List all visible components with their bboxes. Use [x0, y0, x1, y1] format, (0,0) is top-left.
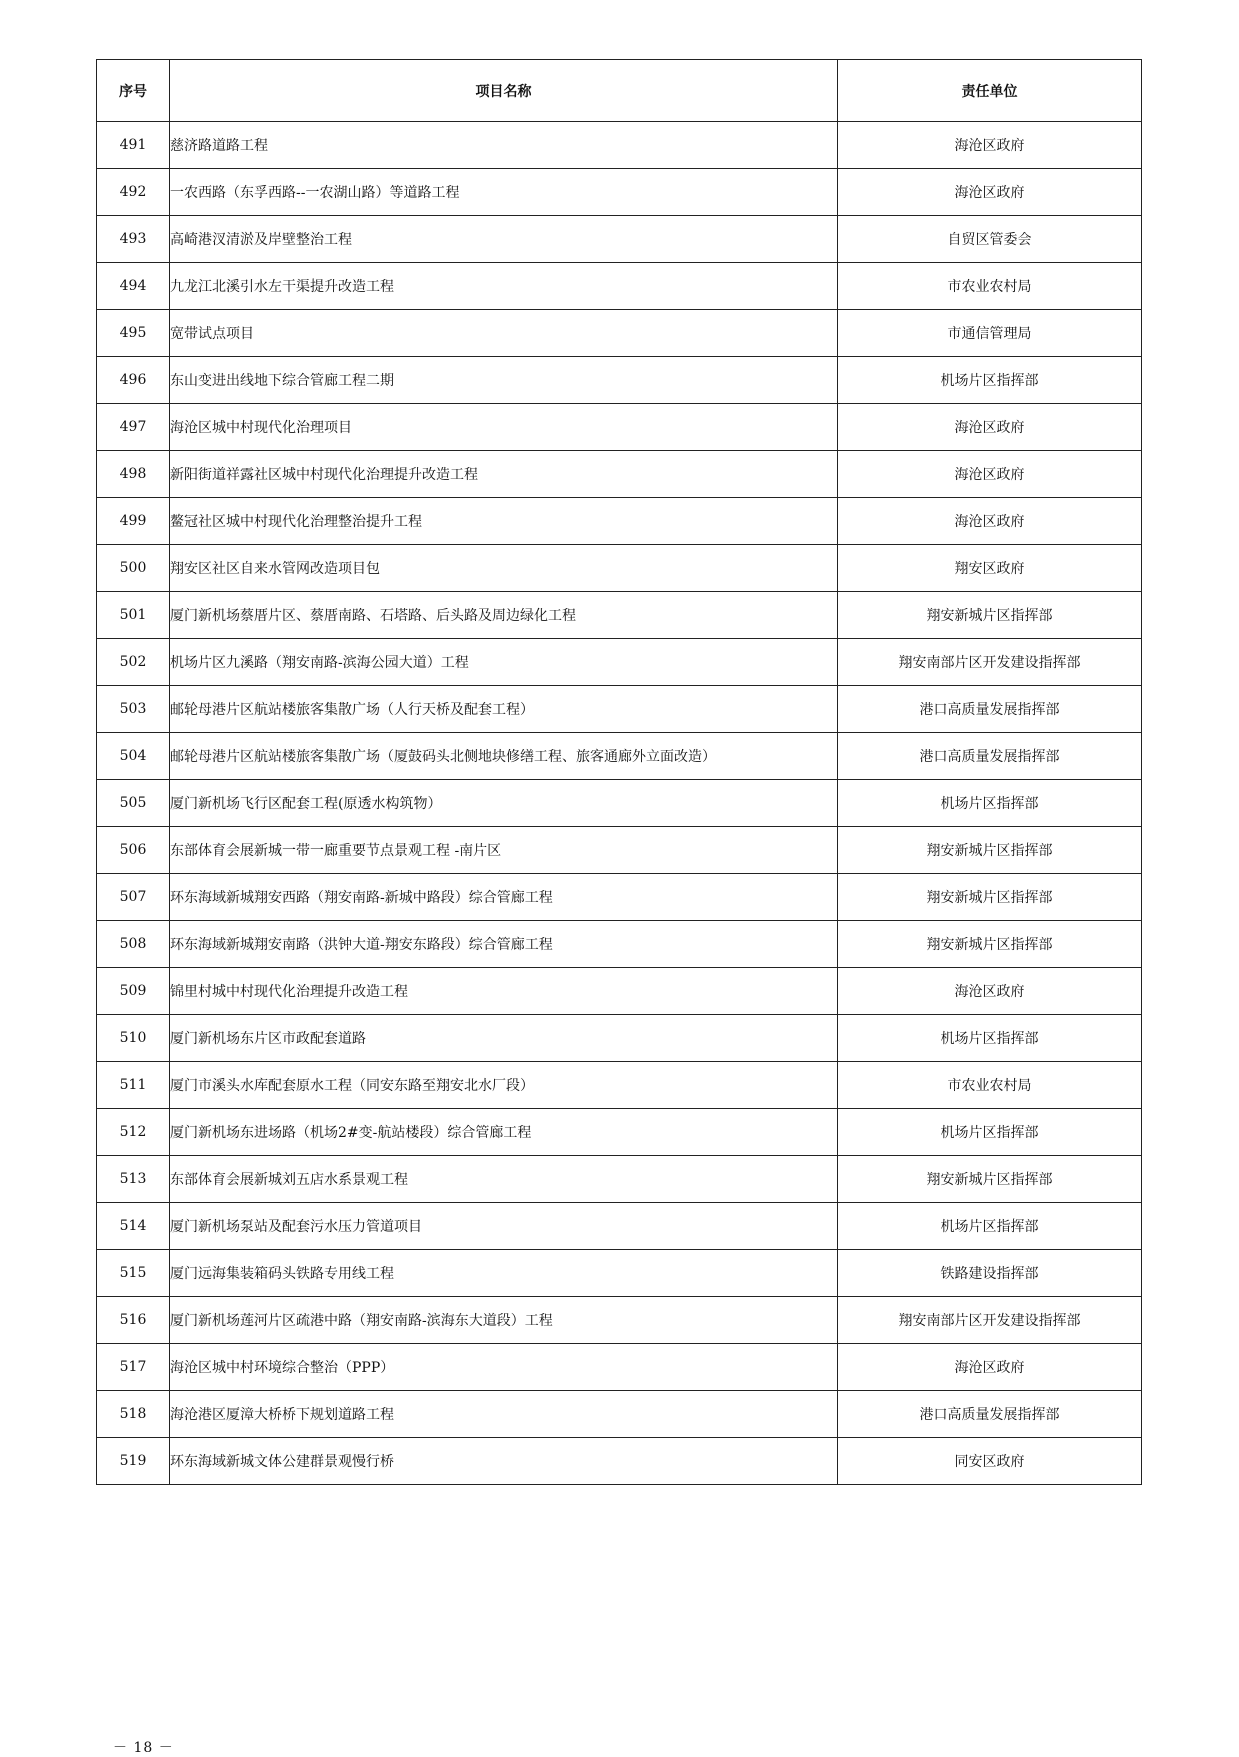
project-name-cell: 厦门远海集装箱码头铁路专用线工程 [170, 1250, 838, 1297]
project-name-cell: 厦门市溪头水库配套原水工程（同安东路至翔安北水厂段） [170, 1062, 838, 1109]
project-name-cell: 邮轮母港片区航站楼旅客集散广场（厦鼓码头北侧地块修缮工程、旅客通廊外立面改造） [170, 733, 838, 780]
responsible-unit-cell: 机场片区指挥部 [838, 1015, 1142, 1062]
row-number-cell: 518 [97, 1391, 170, 1438]
table-row [97, 1344, 1142, 1391]
responsible-unit-cell: 机场片区指挥部 [838, 357, 1142, 404]
responsible-unit-cell: 海沧区政府 [838, 498, 1142, 545]
responsible-unit-cell: 市农业农村局 [838, 1062, 1142, 1109]
row-number-cell: 515 [97, 1250, 170, 1297]
row-number-cell: 495 [97, 310, 170, 357]
table-row [97, 216, 1142, 263]
row-number-cell: 519 [97, 1438, 170, 1485]
row-number-cell: 504 [97, 733, 170, 780]
header-unit: 责任单位 [838, 60, 1142, 122]
table-row [97, 1015, 1142, 1062]
project-name-cell: 海沧港区厦漳大桥桥下规划道路工程 [170, 1391, 838, 1438]
row-number-cell: 514 [97, 1203, 170, 1250]
responsible-unit-cell: 翔安南部片区开发建设指挥部 [838, 1297, 1142, 1344]
table-row [97, 1062, 1142, 1109]
project-name-cell: 海沧区城中村环境综合整治（PPP） [170, 1344, 838, 1391]
row-number-cell: 513 [97, 1156, 170, 1203]
responsible-unit-cell: 翔安新城片区指挥部 [838, 921, 1142, 968]
row-number-cell: 499 [97, 498, 170, 545]
project-name-cell: 厦门新机场东进场路（机场2#变-航站楼段）综合管廊工程 [170, 1109, 838, 1156]
project-name-cell: 新阳街道祥露社区城中村现代化治理提升改造工程 [170, 451, 838, 498]
responsible-unit-cell: 市农业农村局 [838, 263, 1142, 310]
row-number-cell: 517 [97, 1344, 170, 1391]
row-number-cell: 507 [97, 874, 170, 921]
row-number-cell: 506 [97, 827, 170, 874]
table-header-row [97, 60, 1142, 122]
row-number-cell: 509 [97, 968, 170, 1015]
responsible-unit-cell: 海沧区政府 [838, 169, 1142, 216]
table-row [97, 639, 1142, 686]
responsible-unit-cell: 同安区政府 [838, 1438, 1142, 1485]
responsible-unit-cell: 翔安新城片区指挥部 [838, 1156, 1142, 1203]
table-row [97, 545, 1142, 592]
project-name-cell: 鳌冠社区城中村现代化治理整治提升工程 [170, 498, 838, 545]
table-row [97, 451, 1142, 498]
table-row [97, 1156, 1142, 1203]
project-name-cell: 高崎港汊清淤及岸壁整治工程 [170, 216, 838, 263]
project-name-cell: 锦里村城中村现代化治理提升改造工程 [170, 968, 838, 1015]
row-number-cell: 493 [97, 216, 170, 263]
table-row [97, 686, 1142, 733]
table-row [97, 263, 1142, 310]
table-row [97, 874, 1142, 921]
table-row [97, 1297, 1142, 1344]
row-number-cell: 502 [97, 639, 170, 686]
table-row [97, 921, 1142, 968]
table-row [97, 733, 1142, 780]
project-name-cell: 厦门新机场东片区市政配套道路 [170, 1015, 838, 1062]
responsible-unit-cell: 翔安新城片区指挥部 [838, 592, 1142, 639]
row-number-cell: 497 [97, 404, 170, 451]
responsible-unit-cell: 港口高质量发展指挥部 [838, 733, 1142, 780]
header-name: 项目名称 [170, 60, 838, 122]
table-row [97, 169, 1142, 216]
project-name-cell: 九龙江北溪引水左干渠提升改造工程 [170, 263, 838, 310]
responsible-unit-cell: 海沧区政府 [838, 968, 1142, 1015]
row-number-cell: 505 [97, 780, 170, 827]
responsible-unit-cell: 海沧区政府 [838, 451, 1142, 498]
row-number-cell: 491 [97, 122, 170, 169]
page-number: － 18 － [113, 1740, 174, 1756]
row-number-cell: 510 [97, 1015, 170, 1062]
header-no: 序号 [97, 60, 170, 122]
table-row [97, 968, 1142, 1015]
project-name-cell: 厦门新机场莲河片区疏港中路（翔安南路-滨海东大道段）工程 [170, 1297, 838, 1344]
table-row [97, 1109, 1142, 1156]
responsible-unit-cell: 机场片区指挥部 [838, 780, 1142, 827]
project-name-cell: 海沧区城中村现代化治理项目 [170, 404, 838, 451]
responsible-unit-cell: 港口高质量发展指挥部 [838, 1391, 1142, 1438]
row-number-cell: 501 [97, 592, 170, 639]
project-name-cell: 东部体育会展新城一带一廊重要节点景观工程 -南片区 [170, 827, 838, 874]
project-name-cell: 邮轮母港片区航站楼旅客集散广场（人行天桥及配套工程） [170, 686, 838, 733]
table-row [97, 122, 1142, 169]
row-number-cell: 512 [97, 1109, 170, 1156]
row-number-cell: 498 [97, 451, 170, 498]
table-row [97, 1438, 1142, 1485]
project-name-cell: 慈济路道路工程 [170, 122, 838, 169]
project-name-cell: 厦门新机场泵站及配套污水压力管道项目 [170, 1203, 838, 1250]
project-name-cell: 东部体育会展新城刘五店水系景观工程 [170, 1156, 838, 1203]
responsible-unit-cell: 翔安新城片区指挥部 [838, 874, 1142, 921]
responsible-unit-cell: 翔安区政府 [838, 545, 1142, 592]
responsible-unit-cell: 机场片区指挥部 [838, 1109, 1142, 1156]
responsible-unit-cell: 海沧区政府 [838, 122, 1142, 169]
row-number-cell: 494 [97, 263, 170, 310]
responsible-unit-cell: 铁路建设指挥部 [838, 1250, 1142, 1297]
project-name-cell: 厦门新机场飞行区配套工程(原透水构筑物） [170, 780, 838, 827]
table-row [97, 1203, 1142, 1250]
table-row [97, 592, 1142, 639]
project-name-cell: 环东海域新城翔安南路（洪钟大道-翔安东路段）综合管廊工程 [170, 921, 838, 968]
row-number-cell: 503 [97, 686, 170, 733]
responsible-unit-cell: 市通信管理局 [838, 310, 1142, 357]
table-row [97, 780, 1142, 827]
table-body [97, 122, 1142, 1485]
responsible-unit-cell: 自贸区管委会 [838, 216, 1142, 263]
project-name-cell: 宽带试点项目 [170, 310, 838, 357]
row-number-cell: 496 [97, 357, 170, 404]
project-name-cell: 环东海域新城文体公建群景观慢行桥 [170, 1438, 838, 1485]
row-number-cell: 508 [97, 921, 170, 968]
row-number-cell: 492 [97, 169, 170, 216]
table-row [97, 404, 1142, 451]
row-number-cell: 516 [97, 1297, 170, 1344]
responsible-unit-cell: 翔安南部片区开发建设指挥部 [838, 639, 1142, 686]
responsible-unit-cell: 海沧区政府 [838, 404, 1142, 451]
project-name-cell: 环东海域新城翔安西路（翔安南路-新城中路段）综合管廊工程 [170, 874, 838, 921]
responsible-unit-cell: 翔安新城片区指挥部 [838, 827, 1142, 874]
project-name-cell: 一农西路（东孚西路--一农湖山路）等道路工程 [170, 169, 838, 216]
responsible-unit-cell: 机场片区指挥部 [838, 1203, 1142, 1250]
table-row [97, 827, 1142, 874]
responsible-unit-cell: 港口高质量发展指挥部 [838, 686, 1142, 733]
project-name-cell: 厦门新机场蔡厝片区、蔡厝南路、石塔路、后头路及周边绿化工程 [170, 592, 838, 639]
table-row [97, 498, 1142, 545]
table-row [97, 357, 1142, 404]
row-number-cell: 511 [97, 1062, 170, 1109]
row-number-cell: 500 [97, 545, 170, 592]
table-row [97, 1391, 1142, 1438]
project-table [96, 59, 1142, 1485]
responsible-unit-cell: 海沧区政府 [838, 1344, 1142, 1391]
project-name-cell: 机场片区九溪路（翔安南路-滨海公园大道）工程 [170, 639, 838, 686]
table-row [97, 310, 1142, 357]
project-name-cell: 东山变进出线地下综合管廊工程二期 [170, 357, 838, 404]
table-row [97, 1250, 1142, 1297]
project-name-cell: 翔安区社区自来水管网改造项目包 [170, 545, 838, 592]
